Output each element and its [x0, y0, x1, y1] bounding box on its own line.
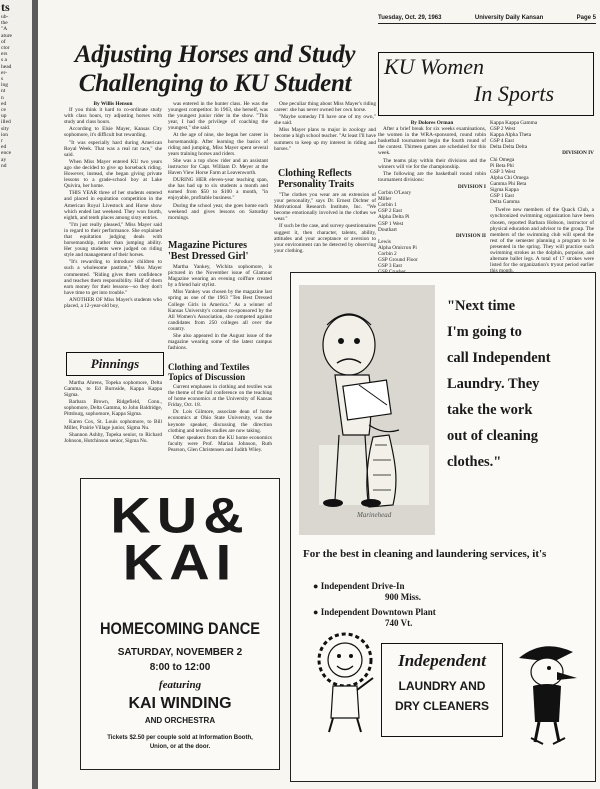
horses-headline-line2: Challenging to KU Student	[78, 70, 352, 97]
team-name: Alpha Chi Omega	[490, 174, 529, 181]
magazine-paragraph: Martha Yankey, Wichita sophomore, is pictured in the November issue of Glamour Magazine wearing an evening coiffure created by a friend hair stylist.	[168, 264, 272, 289]
laundry-logo-line2: DRY CLEANERS	[394, 699, 489, 713]
quote-line: out of cleaning	[447, 428, 539, 444]
team-name: Douthart	[378, 226, 397, 233]
dance-tickets-line2: Union, or at the door.	[149, 744, 211, 750]
prev-page-line: ature	[1, 32, 12, 39]
prev-page-line: s a	[1, 57, 7, 64]
textiles-headline-line2: Topics of Discussion	[168, 372, 246, 382]
prev-page-line: er-	[1, 69, 7, 76]
location-2	[313, 607, 583, 618]
prev-page-line: the	[1, 20, 8, 27]
horses-col3	[274, 101, 376, 165]
pinnings-box	[66, 352, 164, 376]
location-2-address: 740 Vt.	[385, 618, 413, 628]
textiles-headline	[168, 362, 272, 382]
prev-page-line: ers	[1, 51, 8, 58]
prev-page-title: ts	[1, 0, 10, 14]
dance-title: HOMECOMING DANCE	[99, 619, 261, 638]
magazine-paragraph: She also appeared in the August issue of the magazine wearing some of the latest campus fashions.	[168, 333, 272, 352]
team-name: Kappa Alpha Theta	[490, 132, 532, 139]
page-header	[378, 15, 596, 21]
women-right-col	[490, 120, 594, 270]
dance-artist: KAI WINDING	[128, 695, 232, 712]
women-headline-line1: KU Women	[384, 54, 485, 79]
textiles-paragraph: Current emphases in clothing and textiles was the theme of the fall conference on the teaching of home economics at the University of Kansas Friday, Oct. 18.	[168, 384, 272, 409]
team-name: Delta Delta Delta	[490, 144, 528, 151]
quote-line: "Next time	[447, 298, 516, 314]
dance-time: 8:00 to 12:00	[149, 662, 211, 673]
prev-page-line: ctor	[1, 45, 10, 52]
pinnings-body	[64, 380, 162, 475]
location-1	[313, 581, 583, 592]
women-byline: By Dolores Orman	[410, 120, 454, 126]
prev-page-line: of	[1, 38, 6, 45]
laundry-quote	[447, 293, 593, 475]
team-name: GSP 2 West	[490, 126, 516, 133]
team-name: Sigma Kappa	[490, 187, 519, 194]
prev-page-line: ing	[1, 82, 9, 89]
horses-paragraph: DURING HER eleven-year teaching span, she has had up to six students a month and earned from $50 to $100 a month, "in enjoyable, profitable business."	[168, 177, 268, 202]
prev-page-line: ce	[1, 107, 6, 114]
horses-paragraph: When Miss Mayer entered KU two years ago she decided to give up horseback riding. However, instead, she began giving private lessons to a grade-school boy at Lake Quivira, her home.	[64, 158, 162, 190]
team-name: Corbin O'Leary	[378, 190, 412, 197]
textiles-paragraph: Other speakers from the KU home economics faculty were Prof. Marian Johnson, Ruth Pearson, Glen Christensen and Judith Wiley.	[168, 434, 272, 453]
women-paragraph: The teams play within their divisions and the winners will vie for the championship.	[378, 157, 486, 170]
horses-paragraph: According to Elsie Mayer, Kansas City sophomore, it's difficult but rewarding.	[64, 126, 162, 139]
horses-paragraph: During the school year, she goes home each weekend and gives lessons on Saturday mornings.	[168, 202, 268, 221]
prev-page-line: r	[1, 138, 3, 145]
horses-paragraph: "I'm just really pleased," Miss Mayer said in regard to their performance. She explained that equitation judging deals with horsemanship, rather than jumping ability. Her young students were judged on riding style and management of their horses.	[64, 221, 162, 259]
jayhawk-mascot-icon	[513, 638, 583, 748]
bullet-icon: ●	[313, 607, 319, 617]
previous-page-strip	[0, 0, 32, 789]
horses-paragraph: At the age of nine, she began her career in horsemanship. After learning the basics of riding and jumping, Miss Mayer spent several years training horses and riders.	[168, 132, 268, 157]
location-1-name: Independent Drive-In	[320, 581, 405, 591]
women-paragraph: After a brief break for six weeks examinations, the women in the WRA-sponsored, round robin basketball tournament begin the fourth round of the contest. Thirteen games are scheduled for this week.	[378, 126, 486, 157]
team-name: Delta Gamma	[490, 199, 520, 206]
textiles-body	[168, 384, 272, 474]
div1-title: DIVISION I	[457, 183, 486, 190]
team-name: Chi Omega	[490, 156, 515, 163]
team-name: GSP 4 East	[490, 138, 514, 145]
prev-page-line: head	[1, 63, 12, 70]
personality-paragraph: If such be the case, and survey questionnaires suggest it, then character, talents, ability, attitudes and your acceptance or aversion to your environment can be detected by observing your clothing.	[274, 223, 376, 254]
dance-tickets-line1: Tickets $2.50 per couple sold at Information Booth,	[107, 735, 253, 741]
team-name: GSP 3 East	[378, 263, 402, 270]
team-name: GSP Ground Floor	[378, 257, 418, 264]
team-name: Pi Beta Phi	[490, 162, 514, 169]
personality-paragraph: "The clothes you wear are an extension of your personality," says Dr. Ernest Dichter of Motivational Research Institute, Inc. "We become emotionally involved in the clothes we wear."	[274, 192, 376, 223]
quote-line: I'm going to	[447, 324, 522, 340]
quote-line: take the work	[447, 402, 533, 418]
cartoon-signature: Marinehead	[357, 511, 392, 519]
quack-paragraph: Twelve new members of the Quack Club, a synchronized swimming organization have been chosen, reported Barbara Hobson, instructor of physical education and advisor to the group. The members of the swimming club will spend the rest of the semester planning a program to be presented in the spring. They will practice such swimming strokes as the dolphin, porpoise, and alternate ballet legs. A total of 17 strokes were listed for the organization's tryout period earlier	[490, 207, 594, 269]
lion-mascot-icon	[311, 628, 381, 738]
team-name: GSP 1 East	[490, 193, 514, 200]
dance-date: SATURDAY, NOVEMBER 2	[117, 647, 243, 658]
prev-page-line: "A	[1, 26, 8, 33]
women-headline-line2: In Sports	[474, 81, 555, 106]
textiles-headline-line1: Clothing and Textiles	[168, 362, 250, 372]
magazine-headline	[168, 240, 272, 262]
location-2-name: Independent Downtown Plant	[320, 607, 436, 617]
pinnings-paragraph: Barbara Brown, Ridgefield, Conn., sophomore, Delta Gamma, to John Baldridge, Pittsburg, sophomore, Kappa Sigma.	[64, 399, 162, 418]
personality-body	[274, 192, 376, 267]
pinnings-paragraph: Shannon Ashby, Topeka senior, to Richard Johnson, Hutchinson senior, Sigma Nu.	[64, 431, 162, 444]
horses-paragraph: One peculiar thing about Miss Mayer's riding career: she has never owned her own horse.	[274, 101, 376, 114]
header-page: Page 5	[576, 15, 596, 21]
team-name: Corbin 1	[378, 202, 397, 209]
team-name: GSP 1 West	[378, 220, 404, 227]
prev-page-line: ub-	[1, 14, 9, 20]
location-1-address: 900 Miss.	[385, 592, 421, 602]
prev-page-line: ed	[1, 144, 7, 151]
dance-logo-line2: KAI	[122, 533, 238, 591]
prev-page-line: ay	[1, 156, 7, 163]
magazine-body	[168, 264, 272, 359]
homecoming-dance-ad	[80, 478, 280, 770]
quote-line: clothes."	[447, 454, 502, 470]
div4-title: DIVISION IV	[562, 150, 594, 157]
prev-page-line: s	[1, 76, 4, 83]
laundry-ad	[290, 272, 596, 782]
women-paragraph: The following are the basketball round robin tournament divisions:	[378, 170, 486, 183]
bullet-icon: ●	[313, 581, 319, 591]
prev-page-line: illed	[1, 119, 11, 126]
dance-orchestra: AND ORCHESTRA	[144, 716, 216, 725]
team-name: Corbin 2	[378, 250, 397, 257]
prev-page-line: n	[1, 94, 4, 101]
laundry-logo-box	[381, 643, 503, 737]
team-name: GSP 2 East	[378, 208, 402, 215]
team-name: Alpha Omicron Pi	[378, 244, 417, 251]
magazine-paragraph: Miss Yankey was chosen by the magazine last spring as one of the 1963 "Ten Best Dressed College Girls in America." As a winner of Kansas University's contest co-sponsored by the All Women's Association, she competed against candidates from 250 colleges all over the country.	[168, 289, 272, 332]
horses-paragraph: "It's rewarding to introduce children to such a wholesome pastime," Miss Mayer commented. "Riding gives them confidence and teaches them responsibility. Half of them earn money for their lessons—so they don't have time to get into trouble."	[64, 259, 162, 296]
prev-page-lines	[0, 14, 32, 169]
horses-paragraph: She was a top show rider and an assistant instructor for Capt. William D. Meyer at the Haven View Horse Farm at Leavenworth.	[168, 157, 268, 177]
prev-page-line: ed	[1, 100, 7, 107]
horses-paragraph: "It was especially hard during American Royal Week. That was a real rat race," she said.	[64, 139, 162, 158]
pinnings-title: Pinnings	[90, 356, 140, 371]
div2-title: DIVISION II	[455, 232, 486, 239]
team-name: Miller	[378, 196, 392, 203]
magazine-headline-line2: 'Best Dressed Girl'	[168, 251, 249, 262]
horses-paragraph: was entered in the hunter class. He was the youngest competitor. In 1963, she herself, was the youngest junior rider in the show. "This year, I had the privilege of coaching the youngest," she said.	[168, 101, 268, 132]
horses-headline-line1: Adjusting Horses and Study	[74, 41, 356, 68]
horses-byline: By Willis Henson	[93, 101, 133, 107]
quote-line: Laundry. They	[447, 376, 540, 392]
magazine-headline-line1: Magazine Pictures	[168, 240, 247, 251]
pinnings-paragraph: Martha Ahrens, Topeka sophomore, Delta Gamma, to Ed Burnside, Kappa Kappa Sigma.	[64, 380, 162, 399]
header-paper: University Daily Kansan	[474, 15, 544, 21]
laundry-pitch: For the best in cleaning and laundering services, it's	[303, 548, 547, 560]
header-date: Tuesday, Oct. 29, 1963	[378, 15, 442, 21]
quote-line: call Independent	[447, 350, 551, 366]
cartoon-man-icon	[299, 285, 435, 535]
horses-paragraph: "Maybe someday I'll have one of my own," she said.	[274, 114, 376, 127]
personality-headline-line2: Personality Traits	[278, 179, 355, 190]
team-name: Lewis	[378, 238, 391, 245]
prev-page-line: ence	[1, 150, 12, 157]
pinnings-paragraph: Karen Cox, St. Louis sophomore, to Bill Miller, Prairie Village junior, Sigma Nu.	[64, 418, 162, 431]
team-name: Kappa Kappa Gamma	[490, 120, 538, 126]
horses-col2	[168, 101, 268, 246]
women-body	[378, 120, 486, 270]
dance-logo	[81, 486, 279, 591]
newspaper-page	[38, 0, 600, 789]
team-name: Gamma Phi Beta	[490, 180, 527, 187]
horses-paragraph: ANOTHER OF Miss Mayer's students who placed, a 12-year-old boy,	[64, 296, 162, 309]
dance-logo-line1: KU&	[110, 486, 250, 544]
team-name: Alpha Delta Pi	[378, 214, 410, 221]
horses-paragraph: If you think it hard to co-ordinate study with class hours, try adjusting horses with study and class hours.	[64, 107, 162, 126]
personality-headline-line1: Clothing Reflects	[278, 168, 352, 179]
prev-page-line: ion	[1, 131, 9, 138]
women-sports-box	[378, 52, 594, 116]
horses-paragraph: Miss Mayer plans to major in zoology and become a high school teacher. "At least I'll have summers to keep up my interest in riding and horses."	[274, 127, 376, 152]
team-name: GSP 3 West	[490, 168, 516, 175]
laundry-logo-script: Independent	[398, 651, 486, 670]
textiles-paragraph: Dr. Lois Gilmore, associate dean of home economics at Ohio State University, was the keynote speaker, discussing the direction clothing and textiles studies are now taking.	[168, 409, 272, 434]
prev-page-line: nt	[1, 88, 6, 95]
laundry-logo-line1: LAUNDRY AND	[398, 679, 486, 693]
laundry-locations	[313, 581, 583, 629]
prev-page-line: up	[1, 113, 7, 120]
dance-featuring: featuring	[158, 679, 202, 691]
horses-headline	[50, 40, 380, 98]
prev-page-line: nd	[1, 162, 7, 169]
cartoon-illustration	[299, 285, 435, 535]
horses-col1	[64, 101, 162, 351]
personality-headline	[278, 168, 376, 190]
horses-paragraph: THIS YEAR three of her students entered and placed in equitation competition in the American Royal Livestock and Horse show which ended last weekend. They won fourth, eighth, and tenth places among sixty entries.	[64, 190, 162, 221]
prev-page-line: sity	[1, 125, 9, 132]
